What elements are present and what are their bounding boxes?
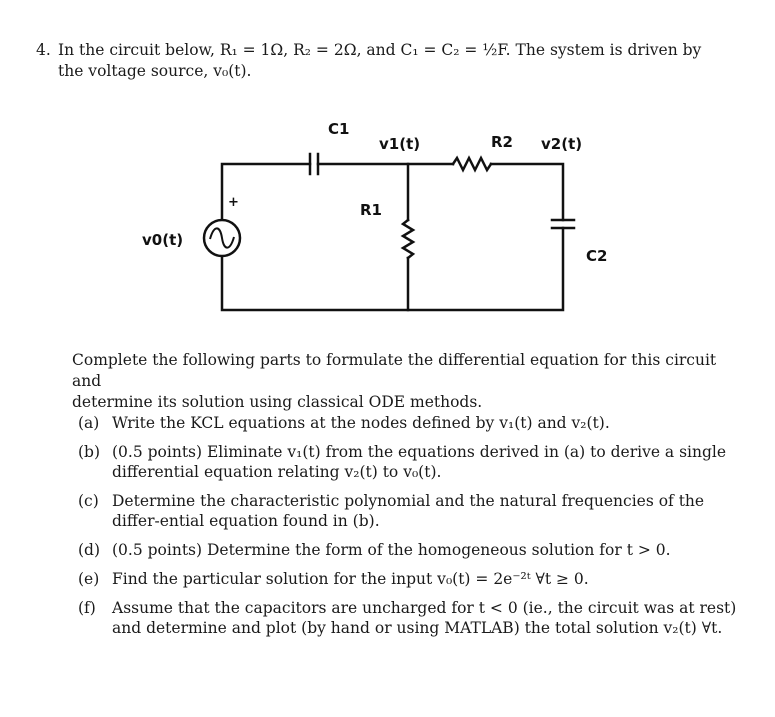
instructions <box>72 350 732 413</box>
r2-label: R2 <box>491 133 513 151</box>
part-text: Find the particular solution for the input v₀(t) = 2e⁻²ᵗ ∀t ≥ 0. <box>112 570 589 588</box>
part-label: (d) <box>78 541 101 559</box>
problem-number: 4. <box>36 41 51 59</box>
part-d <box>78 540 738 560</box>
v1-node-label: v1(t) <box>379 135 421 153</box>
wire-node-v2 <box>491 164 563 220</box>
part-text: Write the KCL equations at the nodes defined by v₁(t) and v₂(t). <box>112 414 610 432</box>
v2-node-label: v2(t) <box>541 135 583 153</box>
r2-resistor <box>453 158 491 170</box>
circuit-diagram <box>130 108 610 328</box>
part-text: (0.5 points) Determine the form of the homogeneous solution for t > 0. <box>112 541 671 559</box>
problem-intro-text: In the circuit below, R₁ = 1Ω, R₂ = 2Ω, and C₁ = C₂ = ½F. The system is driven by <box>58 41 702 59</box>
r1-label: R1 <box>360 201 382 219</box>
part-f <box>78 598 738 638</box>
part-label: (b) <box>78 443 101 461</box>
problem-line-1 <box>36 40 736 61</box>
problem-intro-continuation: the voltage source, v₀(t). <box>58 62 252 80</box>
part-text: Assume that the capacitors are uncharged for t < 0 (ie., the circuit was at rest) and determine and plot (by hand or using MATLAB) the total solution v₂(t) ∀t. <box>112 599 737 637</box>
instructions-line-1: Complete the following parts to formulate the differential equation for this circuit and <box>72 351 717 390</box>
v0-source-label: v0(t) <box>142 231 184 249</box>
part-label: (c) <box>78 492 99 510</box>
wire-left <box>222 164 310 220</box>
r1-resistor <box>403 220 413 258</box>
part-a <box>78 413 738 433</box>
problem-statement <box>36 40 736 82</box>
polarity-plus: + <box>228 195 239 210</box>
instructions-line-2: determine its solution using classical ODE methods. <box>72 393 483 411</box>
part-label: (a) <box>78 414 100 432</box>
part-b <box>78 442 738 482</box>
part-label: (f) <box>78 599 96 617</box>
parts-list <box>78 413 738 647</box>
part-c <box>78 491 738 531</box>
c1-label: C1 <box>328 120 350 138</box>
part-e <box>78 569 738 589</box>
part-text: Determine the characteristic polynomial and the natural frequencies of the differ-ential equation found in (b). <box>112 492 705 530</box>
part-text: (0.5 points) Eliminate v₁(t) from the equations derived in (a) to derive a single differential equation relating v₂(t) to v₀(t). <box>112 443 727 481</box>
wire-right-bottom <box>222 228 563 310</box>
part-label: (e) <box>78 570 100 588</box>
c2-label: C2 <box>586 247 608 265</box>
